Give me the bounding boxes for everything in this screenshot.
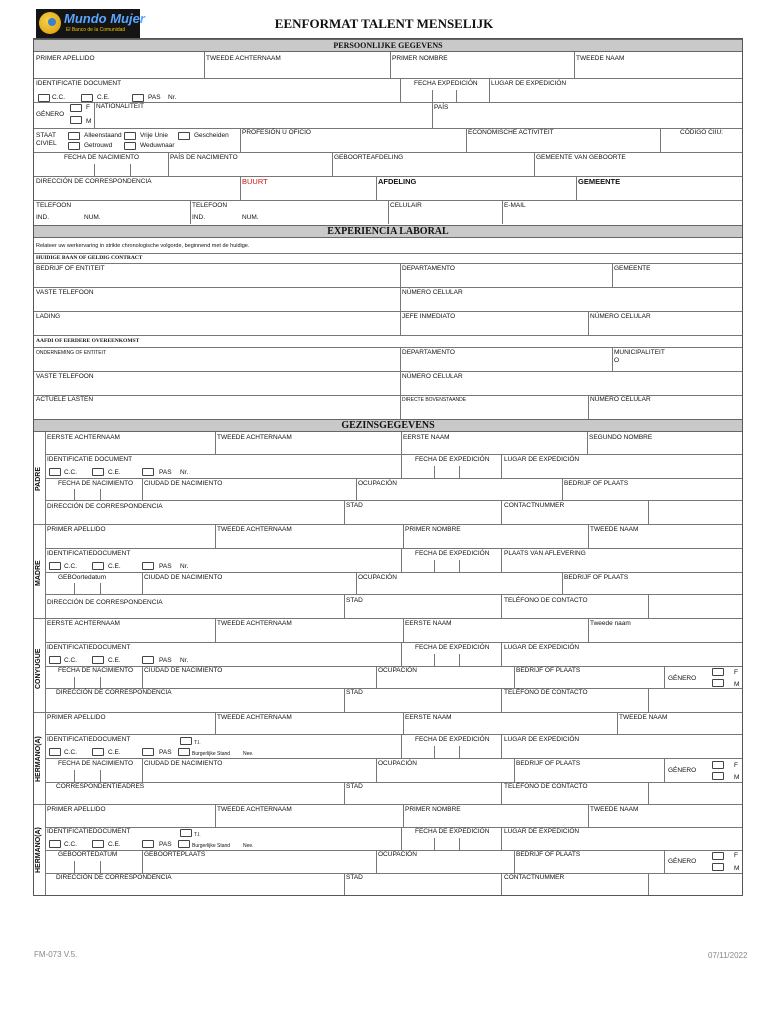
checkbox-pas[interactable] <box>132 94 144 102</box>
label-hermano1-lugar: LUGAR DE EXPEDICIÓN <box>504 736 580 743</box>
checkbox-getrouwd[interactable] <box>68 142 80 150</box>
band-personal: PERSOONLIJKE GEGEVENS <box>34 39 742 52</box>
label-nr: Nr. <box>168 94 177 101</box>
label-hermano2-ciudad: GEBOORTEPLAATS <box>144 851 206 858</box>
label-conyugue-nr: Nr. <box>180 657 189 664</box>
label-hermano1-ciudad: CIUDAD DE NACIMIENTO <box>144 760 223 767</box>
label-ind-2: IND. <box>192 214 205 221</box>
checkbox-padre-pas[interactable] <box>142 468 154 476</box>
label-onderneming: ONDERNEMING OF ENTITEIT <box>36 350 106 356</box>
checkbox-hermano1-ti[interactable] <box>180 737 192 745</box>
side-label-padre: PADRE <box>35 467 42 491</box>
label-madre-cc: C.C. <box>64 563 77 570</box>
label-hermano1-ti: T.I. <box>194 740 201 746</box>
label-hermano1-nee: Nee. <box>243 751 254 757</box>
label-gemeente-geboorte: GEMEENTE VAN GEBOORTE <box>536 154 626 161</box>
checkbox-weduwnaar[interactable] <box>124 142 136 150</box>
work-current-head: HUIDIGE BAAN OF GELDIG CONTRACT <box>36 255 143 261</box>
label-conyugue-ciudad: CIUDAD DE NACIMIENTO <box>144 667 223 674</box>
checkbox-hermano1-pas[interactable] <box>142 748 154 756</box>
label-padre-stad: STAD <box>346 502 363 509</box>
label-conyugue-a2: TWEEDE ACHTERNAAM <box>217 620 292 627</box>
label-conyugue-f-nac: FECHA DE NACIMIENTO <box>58 667 134 674</box>
logo-tagline: El Banco de la Comunidad <box>66 27 126 33</box>
checkbox-hermano1-m[interactable] <box>712 772 724 780</box>
label-hermano2-cc: C.C. <box>64 841 77 848</box>
label-hermano1-a3: EERSTE NAAM <box>405 714 452 721</box>
label-conyugue-m: M <box>734 681 740 688</box>
label-conyugue-a4: Tweede naam <box>590 620 631 627</box>
label-weduwnaar: Weduwnaar <box>140 142 175 149</box>
checkbox-conyugue-f[interactable] <box>712 668 724 676</box>
label-madre-id: IDENTIFICATIEDOCUMENT <box>47 550 131 557</box>
label-madre-fecha-exp: FECHA DE EXPEDICIÓN <box>415 550 490 557</box>
label-telefoon: TELEFOON <box>36 202 72 209</box>
checkbox-hermano1-ce[interactable] <box>92 748 104 756</box>
label-madre-f-nac: GEBOortedatum <box>58 574 107 581</box>
label-cc: C.C. <box>52 94 65 101</box>
checkbox-conyugue-pas[interactable] <box>142 656 154 664</box>
label-hermano2-tel: CONTACTNUMMER <box>504 874 565 881</box>
label-pais-nacimiento: PAÍS DE NACIMIENTO <box>170 154 238 161</box>
label-direccion: DIRECCIÓN DE CORRESPONDENCIA <box>36 178 152 185</box>
label-hermano1-a4: TWEEDE NAAM <box>619 714 668 721</box>
label-hermano1-fecha-exp: FECHA DE EXPEDICIÓN <box>415 736 490 743</box>
label-padre-a3: EERSTE NAAM <box>403 434 450 441</box>
label-civiel: CIVIEL <box>36 140 57 147</box>
label-pais: PAÍS <box>434 104 449 111</box>
label-hermano1-bedrijf: BEDRIJF OF PLAATS <box>516 760 581 767</box>
checkbox-hermano2-pas[interactable] <box>142 840 154 848</box>
label-afdeling: AFDELING <box>378 177 417 186</box>
label-padre-bedrijf: BEDRIJF OF PLAATS <box>564 480 629 487</box>
label-genero: GÉNERO <box>36 111 65 118</box>
checkbox-hermano2-burg[interactable] <box>178 840 190 848</box>
label-ind: IND. <box>36 214 49 221</box>
label-hermano1-dir: CORRESPONDENTIEADRES <box>56 783 145 790</box>
label-actuele-lasten: ACTUELE LASTEN <box>36 396 94 403</box>
label-conyugue-genero: GÉNERO <box>668 675 697 682</box>
label-primer-apellido: PRIMER APELLIDO <box>36 55 95 62</box>
checkbox-cc[interactable] <box>38 94 50 102</box>
label-staat: STAAT <box>36 132 56 139</box>
checkbox-hermano2-m[interactable] <box>712 863 724 871</box>
label-hermano1-id: IDENTIFICATIEDOCUMENT <box>47 736 131 743</box>
band-work: EXPERIENCIA LABORAL <box>34 225 742 238</box>
label-hermano1-pas: PAS <box>159 749 172 756</box>
side-label-madre: MADRE <box>35 560 42 586</box>
talent-form <box>33 38 743 896</box>
label-padre-cc: C.C. <box>64 469 77 476</box>
label-conyugue-lugar: LUGAR DE EXPEDICIÓN <box>504 644 580 651</box>
label-hermano2-stad: STAD <box>346 874 363 881</box>
label-numero-celular-2: NÚMERO CELULAR <box>590 313 651 320</box>
label-hermano2-a2: TWEEDE ACHTERNAAM <box>217 806 292 813</box>
label-conyugue-ocup: OCUPACIÓN <box>378 667 417 674</box>
checkbox-vrije-unie[interactable] <box>124 132 136 140</box>
label-hermano2-genero: GÉNERO <box>668 858 697 865</box>
label-padre-fecha-exp: FECHA DE EXPEDICIÓN <box>415 456 490 463</box>
label-geboorteafdeling: GEBOORTEAFDELING <box>334 154 404 161</box>
label-padre-a2: TWEEDE ACHTERNAAM <box>217 434 292 441</box>
checkbox-hermano1-f[interactable] <box>712 761 724 769</box>
label-hermano1-a2: TWEEDE ACHTERNAAM <box>217 714 292 721</box>
label-hermano1-tel: TELÉFONO DE CONTACTO <box>504 783 588 790</box>
label-hermano2-f-nac: GEBOORTEDATUM <box>58 851 118 858</box>
label-fecha-nacimiento: FECHA DE NACIMIENTO <box>64 154 140 161</box>
label-madre-ce: C.E. <box>108 563 121 570</box>
label-padre-ocup: OCUPACIÓN <box>358 480 397 487</box>
label-hermano2-nee: Nee. <box>243 843 254 849</box>
label-hermano2-f: F <box>734 852 738 859</box>
label-alleenstaand: Alleenstaand <box>84 132 122 139</box>
label-f: F <box>86 104 90 111</box>
label-getrouwd: Getrouwd <box>84 142 113 149</box>
label-padre-f-nac: FECHA DE NACIMIENTO <box>58 480 134 487</box>
checkbox-madre-cc[interactable] <box>49 562 61 570</box>
checkbox-padre-ce[interactable] <box>92 468 104 476</box>
label-conyugue-fecha-exp: FECHA DE EXPEDICIÓN <box>415 644 490 651</box>
label-padre-a1: EERSTE ACHTERNAAM <box>47 434 120 441</box>
footer-date: 07/11/2022 <box>708 951 748 960</box>
footer-code: FM-073 V.5. <box>34 950 78 959</box>
side-label-conyugue: CONYUGUE <box>35 648 42 689</box>
label-madre-a2: TWEEDE ACHTERNAAM <box>217 526 292 533</box>
label-madre-ciudad: CIUDAD DE NACIMIENTO <box>144 574 223 581</box>
label-hermano2-fecha-exp: FECHA DE EXPEDICIÓN <box>415 828 490 835</box>
checkbox-conyugue-ce[interactable] <box>92 656 104 664</box>
label-m: M <box>86 118 92 125</box>
label-lading: LADING <box>36 313 61 320</box>
checkbox-conyugue-m[interactable] <box>712 679 724 687</box>
label-padre-ciudad: CIUDAD DE NACIMIENTO <box>144 480 223 487</box>
checkbox-genero-m[interactable] <box>70 116 82 124</box>
label-departamento-2: DEPARTAMENTO <box>402 349 455 356</box>
label-padre-pas: PAS <box>159 469 172 476</box>
label-celulair: CELULAIR <box>390 202 422 209</box>
label-madre-pas: PAS <box>159 563 172 570</box>
label-telefoon-2: TELEFOON <box>192 202 228 209</box>
label-madre-a3: PRIMER NOMBRE <box>405 526 461 533</box>
label-padre-lugar: LUGAR DE EXPEDICIÓN <box>504 456 580 463</box>
label-numero-celular-4: NÚMERO CELULAR <box>590 396 651 403</box>
form-title: EENFORMAT TALENT MENSELIJK <box>274 16 494 31</box>
label-codigo-ciiu: CÓDIGO CIIU: <box>680 129 723 136</box>
checkbox-alleenstaand[interactable] <box>68 132 80 140</box>
label-conyugue-ce: C.E. <box>108 657 121 664</box>
label-hermano1-stad: STAD <box>346 783 363 790</box>
label-padre-id: IDENTIFICATIE DOCUMENT <box>47 456 133 463</box>
label-madre-ocup: OCUPACIÓN <box>358 574 397 581</box>
label-economische: ECONOMISCHE ACTIVITEIT <box>468 129 554 136</box>
label-pas: PAS <box>148 94 161 101</box>
label-padre-dir: DIRECCIÓN DE CORRESPONDENCIA <box>47 503 163 510</box>
label-nationaliteit: NATIONALITEIT <box>96 103 144 110</box>
checkbox-hermano1-cc[interactable] <box>49 748 61 756</box>
label-conyugue-a3: EERSTE NAAM <box>405 620 452 627</box>
label-conyugue-cc: C.C. <box>64 657 77 664</box>
label-conyugue-stad: STAD <box>346 689 363 696</box>
label-hermano1-m: M <box>734 774 740 781</box>
checkbox-hermano2-cc[interactable] <box>49 840 61 848</box>
label-madre-nr: Nr. <box>180 563 189 570</box>
label-hermano2-bedrijf: BEDRIJF OF PLAATS <box>516 851 581 858</box>
label-profesion: PROFESIÓN U OFICIO <box>242 129 311 136</box>
label-hermano2-id: IDENTIFICATIEDOCUMENT <box>47 828 131 835</box>
label-numero-celular: NÚMERO CELULAR <box>402 289 463 296</box>
label-hermano1-ocup: OCUPACIÓN <box>378 760 417 767</box>
checkbox-genero-f[interactable] <box>70 104 82 112</box>
label-madre-a4: TWEEDE NAAM <box>590 526 639 533</box>
label-identificatie: IDENTIFICATIE DOCUMENT <box>36 80 122 87</box>
label-conyugue-pas: PAS <box>159 657 172 664</box>
label-hermano1-cc: C.C. <box>64 749 77 756</box>
checkbox-gescheiden[interactable] <box>178 132 190 140</box>
label-directe: DIRECTE BOVENSTAANDE <box>402 397 467 403</box>
label-numero-celular-3: NÚMERO CELULAR <box>402 373 463 380</box>
label-hermano2-a3: PRIMER NOMBRE <box>405 806 461 813</box>
label-jefe: JEFE INMEDIATO <box>402 313 456 320</box>
label-padre-a4: SEGUNDO NOMBRE <box>589 434 653 441</box>
checkbox-conyugue-cc[interactable] <box>49 656 61 664</box>
label-conyugue-f: F <box>734 669 738 676</box>
label-fecha-expedicion: FECHA EXPEDICIÓN <box>414 80 478 87</box>
checkbox-hermano1-burg[interactable] <box>178 748 190 756</box>
checkbox-hermano2-f[interactable] <box>712 852 724 860</box>
label-padre-nr: Nr. <box>180 469 189 476</box>
label-padre-ce: C.E. <box>108 469 121 476</box>
checkbox-hermano2-ce[interactable] <box>92 840 104 848</box>
checkbox-hermano2-ti[interactable] <box>180 829 192 837</box>
label-hermano2-burg: Burgerlijke Stand <box>192 843 231 849</box>
label-work-gemeente: GEMEENTE <box>614 265 651 272</box>
label-vaste-telefoon: VASTE TELEFOON <box>36 289 94 296</box>
label-gemeente: GEMEENTE <box>578 177 621 186</box>
label-conyugue-tel: TELÉFONO DE CONTACTO <box>504 689 588 696</box>
label-madre-tel: TELÉFONO DE CONTACTO <box>504 597 588 604</box>
label-municipaliteit: MUNICIPALITEIT <box>614 349 665 356</box>
logo-name: Mundo Mujer <box>64 11 145 26</box>
label-conyugue-a1: EERSTE ACHTERNAAM <box>47 620 120 627</box>
label-num-2: NUM. <box>242 214 259 221</box>
label-hermano1-ce: C.E. <box>108 749 121 756</box>
label-hermano2-ce: C.E. <box>108 841 121 848</box>
label-vrije-unie: Vrije Unie <box>140 132 168 139</box>
checkbox-padre-cc[interactable] <box>49 468 61 476</box>
label-vaste-telefoon-2: VASTE TELEFOON <box>36 373 94 380</box>
label-madre-a1: PRIMER APELLIDO <box>47 526 106 533</box>
band-family: GEZINSGEGEVENS <box>34 419 742 432</box>
label-hermano1-f: F <box>734 762 738 769</box>
label-tweede-naam: TWEEDE NAAM <box>576 55 625 62</box>
checkbox-madre-pas[interactable] <box>142 562 154 570</box>
work-prev-head: AAFDI OF EERDERE OVEREENKOMST <box>36 338 140 344</box>
label-hermano2-m: M <box>734 865 740 872</box>
label-hermano1-genero: GÉNERO <box>668 767 697 774</box>
checkbox-madre-ce[interactable] <box>92 562 104 570</box>
label-hermano2-ti: T.I. <box>194 832 201 838</box>
label-hermano2-a1: PRIMER APELLIDO <box>47 806 106 813</box>
label-conyugue-dir: DIRECCIÓN DE CORRESPONDENCIA <box>56 689 172 696</box>
label-primer-nombre: PRIMER NOMBRE <box>392 55 448 62</box>
label-hermano1-burg: Burgerlijke Stand <box>192 751 231 757</box>
label-madre-bedrijf: BEDRIJF OF PLAATS <box>564 574 629 581</box>
label-departamento: DEPARTAMENTO <box>402 265 455 272</box>
label-bedrijf: BEDRIJF OF ENTITEIT <box>36 265 105 272</box>
label-hermano1-f-nac: FECHA DE NACIMIENTO <box>58 760 134 767</box>
label-hermano2-lugar: LUGAR DE EXPEDICIÓN <box>504 828 580 835</box>
label-hermano2-dir: DIRECCIÓN DE CORRESPONDENCIA <box>56 874 172 881</box>
work-instruction: Relateer uw werkervaring in strikte chronologische volgorde, beginnend met de huidige. <box>36 243 250 249</box>
label-hermano2-a4: TWEEDE NAAM <box>590 806 639 813</box>
label-lugar-expedicion: LUGAR DE EXPEDICIÓN <box>491 80 567 87</box>
label-ce: C.E. <box>97 94 110 101</box>
label-madre-lugar: PLAATS VAN AFLEVERING <box>504 550 586 557</box>
side-label-hermano-2: HERMANO(A) <box>35 827 42 873</box>
side-label-hermano-1: HERMANO(A) <box>35 736 42 782</box>
label-municipaliteit-o: O <box>614 357 620 364</box>
label-buurt: BUURT <box>242 177 268 186</box>
label-madre-dir: DIRECCIÓN DE CORRESPONDENCIA <box>47 599 163 606</box>
label-madre-stad: STAD <box>346 597 363 604</box>
label-hermano1-a1: PRIMER APELLIDO <box>47 714 106 721</box>
label-tweede-achternaam: TWEEDE ACHTERNAAM <box>206 55 281 62</box>
label-hermano2-ocup: OCUPACIÓN <box>378 851 417 858</box>
checkbox-ce[interactable] <box>81 94 93 102</box>
label-conyugue-id: IDENTIFICATIEDOCUMENT <box>47 644 131 651</box>
label-conyugue-bedrijf: BEDRIJF OF PLAATS <box>516 667 581 674</box>
label-email: E-MAIL <box>504 202 526 209</box>
label-gescheiden: Gescheiden <box>194 132 229 139</box>
label-hermano2-pas: PAS <box>159 841 172 848</box>
label-num: NUM. <box>84 214 101 221</box>
label-padre-tel: CONTACTNUMMER <box>504 502 565 509</box>
